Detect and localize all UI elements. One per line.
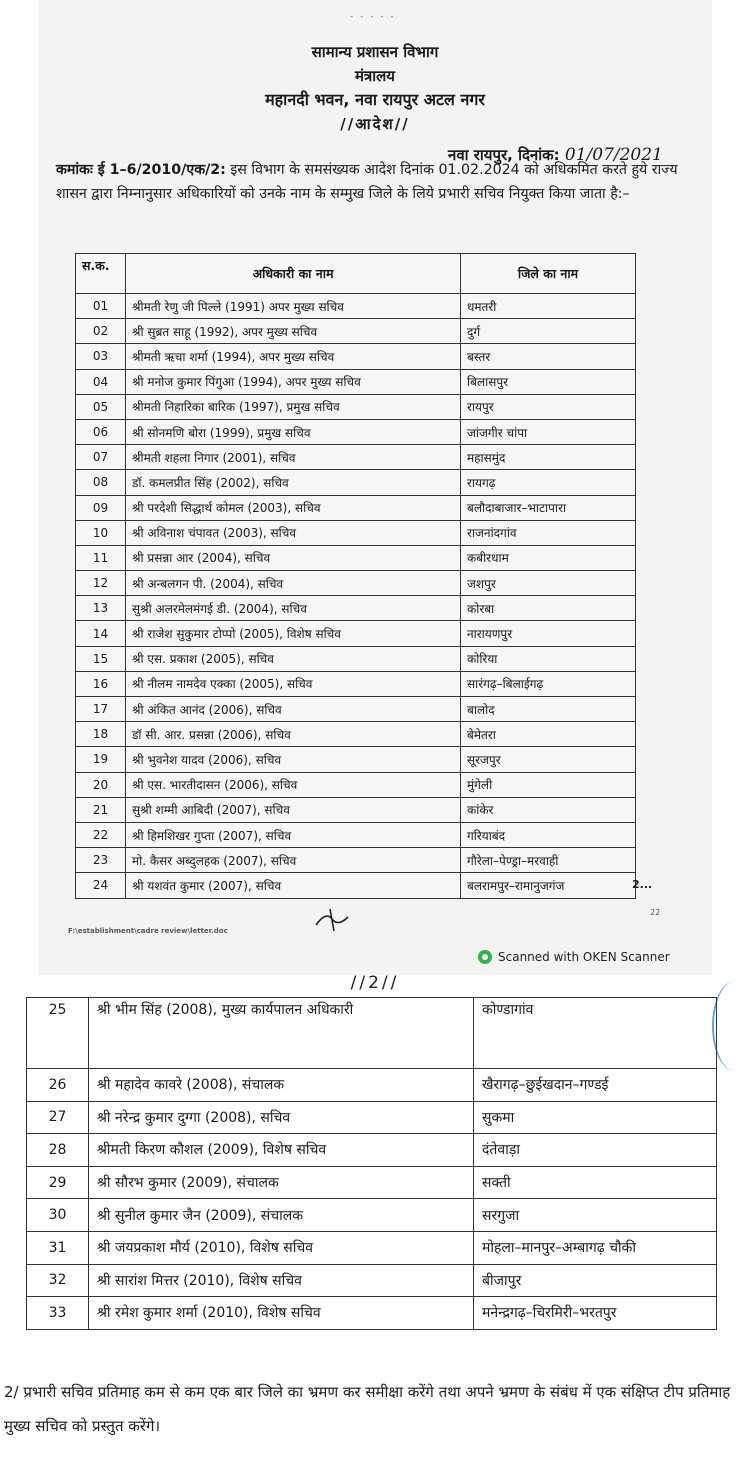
serial-cell: 05	[76, 394, 126, 419]
table-row	[27, 998, 717, 1069]
district-cell: गौरेला–पेण्ड्रा–मरवाही	[461, 848, 636, 873]
serial-cell: 27	[27, 1101, 89, 1134]
scanner-badge	[478, 950, 670, 964]
officer-name-cell: श्री प्रसन्ना आर (2004), सचिव	[126, 545, 461, 570]
officer-name-cell: श्री मनोज कुमार पिंगुआ (1994), अपर मुख्य सचिव	[126, 369, 461, 394]
district-cell: गरियाबंद	[461, 822, 636, 847]
district-cell: रायगढ़	[461, 470, 636, 495]
district-cell: सरगुजा	[474, 1199, 717, 1232]
officer-name-cell: सुश्री अलरमेलमंगई डी. (2004), सचिव	[126, 596, 461, 621]
serial-cell: 17	[76, 697, 126, 722]
officer-name-cell: श्री एस. भारतीदासन (2006), सचिव	[126, 772, 461, 797]
officer-name-cell: श्री अन्बलगन पी. (2004), सचिव	[126, 571, 461, 596]
district-cell: बालोद	[461, 697, 636, 722]
table-row	[76, 671, 636, 696]
serial-cell: 13	[76, 596, 126, 621]
officer-name-cell: श्री परदेशी सिद्धार्थ कोमल (2003), सचिव	[126, 495, 461, 520]
officers-table-continued-body	[27, 998, 717, 1330]
table-row	[76, 822, 636, 847]
district-cell: बलौदाबाजार–भाटापारा	[461, 495, 636, 520]
table-row	[27, 1101, 717, 1134]
intro-text: इस विभाग के समसंख्यक आदेश दिनांक 01.02.2024 को अधिकमित करते हुये राज्य शासन द्वारा निम्नानुसार अधिकारियों को उनके नाम के सम्मुख जिले के लिये प्रभारी सचिव नियुक्त किया जाता है:–	[56, 162, 678, 202]
district-cell: मुंगेली	[461, 772, 636, 797]
district-cell: कबीरधाम	[461, 545, 636, 570]
order-reference: कमांकः ई 1–6/2010/एक/2:	[56, 162, 226, 178]
officer-name-cell: श्री हिमशिखर गुप्ता (2007), सचिव	[126, 822, 461, 847]
officer-name-cell: श्री जयप्रकाश मौर्य (2010), विशेष सचिव	[89, 1231, 474, 1264]
table-row	[76, 520, 636, 545]
table-row	[76, 369, 636, 394]
officer-name-cell: श्री अविनाश चंपावत (2003), सचिव	[126, 520, 461, 545]
serial-cell: 21	[76, 797, 126, 822]
district-cell: सूरजपुर	[461, 747, 636, 772]
officer-name-cell: श्री सारांश मित्तर (2010), विशेष सचिव	[89, 1264, 474, 1297]
order-title: //आदेश//	[340, 115, 410, 133]
table-row	[76, 445, 636, 470]
table-row	[76, 294, 636, 319]
order-page-2	[0, 975, 750, 1457]
table-row	[27, 1231, 717, 1264]
header-serial: स.क.	[76, 254, 126, 294]
officer-name-cell: श्रीमती शहला निगार (2001), सचिव	[126, 445, 461, 470]
officers-table-body	[76, 294, 636, 899]
header-officer-name: अधिकारी का नाम	[126, 254, 461, 294]
paragraph-2: 2/ प्रभारी सचिव प्रतिमाह कम से कम एक बार जिले का भ्रमण कर समीक्षा करेंगे तथा अपने भ्रमण के संबंध में एक संक्षिप्त टीप प्रतिमाह मुख्य सचिव को प्रस्तुत करेंगे।	[4, 1383, 731, 1435]
table-row	[76, 747, 636, 772]
district-cell: बिलासपुर	[461, 369, 636, 394]
table-row	[76, 596, 636, 621]
table-row	[76, 571, 636, 596]
header-district-name: जिले का नाम	[461, 254, 636, 294]
serial-cell: 16	[76, 671, 126, 696]
table-row	[27, 1199, 717, 1232]
district-cell: जशपुर	[461, 571, 636, 596]
district-cell: मनेन्द्रगढ़–चिरमिरी–भरतपुर	[474, 1297, 717, 1330]
district-cell: कोरिया	[461, 646, 636, 671]
table-header-row	[76, 254, 636, 294]
officer-name-cell: डॉ सी. आर. प्रसन्ना (2006), सचिव	[126, 722, 461, 747]
scan-margin-left	[0, 0, 38, 975]
serial-cell: 06	[76, 419, 126, 444]
office-address: महानदी भवन, नवा रायपुर अटल नगर	[265, 90, 485, 109]
officer-name-cell: श्रीमती ऋचा शर्मा (1994), अपर मुख्य सचिव	[126, 344, 461, 369]
officer-name-cell: श्री रमेश कुमार शर्मा (2010), विशेष सचिव	[89, 1297, 474, 1330]
officer-name-cell: श्री सुनील कुमार जैन (2009), संचालक	[89, 1199, 474, 1232]
serial-cell: 20	[76, 772, 126, 797]
table-row	[76, 419, 636, 444]
officers-table	[75, 253, 636, 899]
district-cell: कोण्डागांव	[474, 998, 717, 1069]
officer-name-cell: श्री सौरभ कुमार (2009), संचालक	[89, 1166, 474, 1199]
officer-name-cell: श्रीमती किरण कौशल (2009), विशेष सचिव	[89, 1134, 474, 1167]
serial-cell: 22	[76, 822, 126, 847]
handwritten-date: 01/07/2021	[564, 145, 663, 165]
officer-name-cell: श्री भीम सिंह (2008), मुख्य कार्यपालन अधिकारी	[89, 998, 474, 1069]
table-row	[76, 470, 636, 495]
district-cell: बीजापुर	[474, 1264, 717, 1297]
district-cell: बलरामपुर–रामानुजगंज	[461, 873, 636, 898]
table-row	[76, 772, 636, 797]
intro-paragraph	[56, 158, 686, 206]
serial-cell: 25	[27, 998, 89, 1069]
serial-cell: 19	[76, 747, 126, 772]
district-cell: सारंगढ़–बिलाईगढ़	[461, 671, 636, 696]
table-row	[76, 319, 636, 344]
district-cell: कोरबा	[461, 596, 636, 621]
serial-cell: 18	[76, 722, 126, 747]
officer-name-cell: डॉ. कमलप्रीत सिंह (2002), सचिव	[126, 470, 461, 495]
serial-cell: 32	[27, 1264, 89, 1297]
district-cell: दुर्ग	[461, 319, 636, 344]
officer-name-cell: श्री राजेश सुकुमार टोप्पो (2005), विशेष सचिव	[126, 621, 461, 646]
district-cell: धमतरी	[461, 294, 636, 319]
table-row	[27, 1166, 717, 1199]
serial-cell: 11	[76, 545, 126, 570]
serial-cell: 08	[76, 470, 126, 495]
serial-cell: 03	[76, 344, 126, 369]
serial-cell: 10	[76, 520, 126, 545]
ministry-name: मंत्रालय	[354, 67, 395, 85]
table-row	[76, 797, 636, 822]
serial-cell: 31	[27, 1231, 89, 1264]
file-path: F:\establishment\cadre review\letter.doc	[68, 927, 228, 935]
table-row	[27, 1134, 717, 1167]
date-prefix: नवा रायपुर, दिनांक:	[448, 146, 560, 164]
scanner-logo-icon	[478, 950, 492, 964]
serial-cell: 23	[76, 848, 126, 873]
table-row	[27, 1297, 717, 1330]
initials-signature	[312, 905, 352, 933]
table-row	[76, 697, 636, 722]
officer-name-cell: श्री भुवनेश यादव (2006), सचिव	[126, 747, 461, 772]
district-cell: कांकेर	[461, 797, 636, 822]
top-mark: - - - - -	[350, 12, 396, 22]
table-row	[76, 545, 636, 570]
district-cell: दंतेवाड़ा	[474, 1134, 717, 1167]
district-cell: रायपुर	[461, 394, 636, 419]
serial-cell: 02	[76, 319, 126, 344]
district-cell: महासमुंद	[461, 445, 636, 470]
officers-table-continued	[26, 997, 717, 1330]
district-cell: मोहला–मानपुर–अम्बागढ़ चौकी	[474, 1231, 717, 1264]
table-row	[76, 394, 636, 419]
scanner-badge-text: Scanned with OKEN Scanner	[498, 950, 670, 964]
officer-name-cell: श्री अंकित आनंद (2006), सचिव	[126, 697, 461, 722]
officer-name-cell: श्रीमती रेणु जी पिल्ले (1991) अपर मुख्य सचिव	[126, 294, 461, 319]
page-2-header: //2//	[350, 973, 400, 993]
district-cell: बेमेतरा	[461, 722, 636, 747]
serial-cell: 33	[27, 1297, 89, 1330]
officer-name-cell: सुश्री शम्मी आबिदी (2007), सचिव	[126, 797, 461, 822]
officer-name-cell: श्री सोनमणि बोरा (1999), प्रमुख सचिव	[126, 419, 461, 444]
serial-cell: 12	[76, 571, 126, 596]
officer-name-cell: श्री नरेन्द्र कुमार दुग्गा (2008), सचिव	[89, 1101, 474, 1134]
district-cell: नारायणपुर	[461, 621, 636, 646]
serial-cell: 01	[76, 294, 126, 319]
serial-cell: 30	[27, 1199, 89, 1232]
officer-name-cell: श्री नीलम नामदेव एक्का (2005), सचिव	[126, 671, 461, 696]
department-name: सामान्य प्रशासन विभाग	[311, 43, 439, 61]
serial-cell: 07	[76, 445, 126, 470]
officer-name-cell: श्री यशवंत कुमार (2007), सचिव	[126, 873, 461, 898]
serial-cell: 29	[27, 1166, 89, 1199]
table-row	[27, 1069, 717, 1102]
serial-cell: 09	[76, 495, 126, 520]
serial-cell: 24	[76, 873, 126, 898]
table-row	[27, 1264, 717, 1297]
table-row	[76, 646, 636, 671]
district-cell: सक्ती	[474, 1166, 717, 1199]
district-cell: जांजगीर चांपा	[461, 419, 636, 444]
table-row	[76, 848, 636, 873]
serial-cell: 14	[76, 621, 126, 646]
page-continue-mark: 2...	[632, 878, 653, 891]
table-row	[76, 344, 636, 369]
serial-cell: 15	[76, 646, 126, 671]
officer-name-cell: श्री सुब्रत साहू (1992), अपर मुख्य सचिव	[126, 319, 461, 344]
scan-margin-right	[712, 0, 750, 975]
serial-cell: 28	[27, 1134, 89, 1167]
serial-cell: 26	[27, 1069, 89, 1102]
district-cell: सुकमा	[474, 1101, 717, 1134]
officer-name-cell: श्रीमती निहारिका बारिक (1997), प्रमुख सचिव	[126, 394, 461, 419]
district-cell: बस्तर	[461, 344, 636, 369]
footer-number: 22	[650, 908, 661, 917]
officer-name-cell: श्री महादेव कावरे (2008), संचालक	[89, 1069, 474, 1102]
table-row	[76, 621, 636, 646]
table-row	[76, 873, 636, 898]
district-cell: खैरागढ़–छुईखदान–गण्डई	[474, 1069, 717, 1102]
serial-cell: 04	[76, 369, 126, 394]
officer-name-cell: मो. कैसर अब्दुलहक (2007), सचिव	[126, 848, 461, 873]
district-cell: राजनांदगांव	[461, 520, 636, 545]
table-row	[76, 495, 636, 520]
table-row	[76, 722, 636, 747]
officer-name-cell: श्री एस. प्रकाश (2005), सचिव	[126, 646, 461, 671]
decorative-arc	[712, 981, 750, 1071]
